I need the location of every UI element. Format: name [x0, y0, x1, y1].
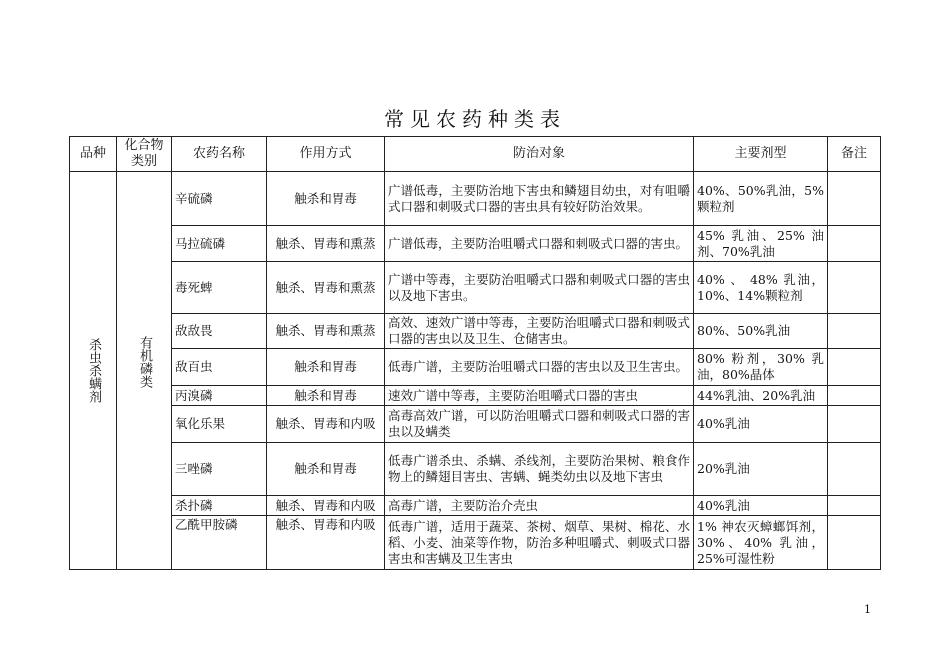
action-mode: 触杀、胃毒和内吸 — [267, 516, 385, 570]
pesticide-name: 氧化乐果 — [172, 406, 267, 443]
subcategory-cell — [117, 172, 172, 570]
page-title: 常见农药种类表 — [384, 107, 566, 131]
table-row — [70, 262, 881, 314]
pesticide-name: 毒死蜱 — [172, 262, 267, 314]
formulation: 1% 神农灭蟑螂饵剂，30%、40% 乳油，25%可湿性粉 — [694, 516, 828, 570]
formulation: 80% 粉剂，30% 乳油，80%晶体 — [694, 349, 828, 386]
table-row — [70, 406, 881, 443]
subcategory-label: 有机磷类 — [137, 335, 152, 388]
note — [828, 386, 881, 406]
header-cell: 化合物类别 — [117, 137, 172, 172]
control-target: 低毒广谱杀虫、杀螨、杀线剂，主要防治果树、粮食作物上的鳞翅目害虫、害螨、蝇类幼虫以及地下害虫 — [385, 443, 694, 496]
action-mode: 触杀、胃毒和内吸 — [267, 406, 385, 443]
control-target: 高效、速效广谱中等毒，主要防治咀嚼式口器和刺吸式口器的害虫以及卫生、仓储害虫。 — [385, 314, 694, 349]
table-row — [70, 226, 881, 262]
action-mode: 触杀、胃毒和内吸 — [267, 496, 385, 516]
formulation: 44%乳油、20%乳油 — [694, 386, 828, 406]
table-row — [70, 314, 881, 349]
note — [828, 443, 881, 496]
table-row — [70, 349, 881, 386]
note — [828, 349, 881, 386]
pesticide-name: 辛硫磷 — [172, 172, 267, 226]
pesticide-name: 敌敌畏 — [172, 314, 267, 349]
table-row — [70, 516, 881, 570]
control-target: 广谱中等毒，主要防治咀嚼式口器和刺吸式口器的害虫以及地下害虫。 — [385, 262, 694, 314]
note — [828, 406, 881, 443]
header-row — [70, 137, 881, 172]
pesticide-name: 乙酰甲胺磷 — [172, 516, 267, 570]
header-cell: 品种 — [70, 137, 117, 172]
header-cell: 防治对象 — [385, 137, 694, 172]
action-mode: 触杀和胃毒 — [267, 172, 385, 226]
control-target: 速效广谱中等毒，主要防治咀嚼式口器的害虫 — [385, 386, 694, 406]
pesticide-name: 丙溴磷 — [172, 386, 267, 406]
action-mode: 触杀、胃毒和熏蒸 — [267, 314, 385, 349]
control-target: 广谱低毒，主要防治地下害虫和鳞翅目幼虫，对有咀嚼式口器和刺吸式口器的害虫具有较好防治效果。 — [385, 172, 694, 226]
control-target: 高毒高效广谱，可以防治咀嚼式口器和刺吸式口器的害虫以及螨类 — [385, 406, 694, 443]
category-cell — [70, 172, 117, 570]
pesticide-name: 杀扑磷 — [172, 496, 267, 516]
formulation: 40%乳油 — [694, 406, 828, 443]
note — [828, 314, 881, 349]
page-number: 1 — [864, 603, 871, 616]
header-cell: 农药名称 — [172, 137, 267, 172]
note — [828, 516, 881, 570]
formulation: 40% 、 48% 乳油，10%、14%颗粒剂 — [694, 262, 828, 314]
action-mode: 触杀和胃毒 — [267, 443, 385, 496]
control-target: 低毒广谱，主要防治咀嚼式口器的害虫以及卫生害虫。 — [385, 349, 694, 386]
pesticide-name: 三唑磷 — [172, 443, 267, 496]
note — [828, 262, 881, 314]
action-mode: 触杀和胃毒 — [267, 349, 385, 386]
formulation: 40%乳油 — [694, 496, 828, 516]
table-row — [70, 172, 881, 226]
formulation: 40%、50%乳油，5%颗粒剂 — [694, 172, 828, 226]
action-mode: 触杀和胃毒 — [267, 386, 385, 406]
table-row — [70, 386, 881, 406]
formulation: 80%、50%乳油 — [694, 314, 828, 349]
control-target: 低毒广谱，适用于蔬菜、茶树、烟草、果树、棉花、水稻、小麦、油菜等作物，防治多种咀嚼式、刺吸式口器害虫和害螨及卫生害虫 — [385, 516, 694, 570]
note — [828, 226, 881, 262]
note — [828, 496, 881, 516]
control-target: 高毒广谱，主要防治介壳虫 — [385, 496, 694, 516]
table-row — [70, 496, 881, 516]
note — [828, 172, 881, 226]
table-row — [70, 443, 881, 496]
header-cell: 作用方式 — [267, 137, 385, 172]
category-label: 杀虫杀螨剂 — [86, 338, 101, 403]
action-mode: 触杀、胃毒和熏蒸 — [267, 262, 385, 314]
formulation: 20%乳油 — [694, 443, 828, 496]
pesticide-name: 敌百虫 — [172, 349, 267, 386]
header-cell: 主要剂型 — [694, 137, 828, 172]
control-target: 广谱低毒，主要防治咀嚼式口器和刺吸式口器的害虫。 — [385, 226, 694, 262]
pesticide-name: 马拉硫磷 — [172, 226, 267, 262]
header-cell: 备注 — [828, 137, 881, 172]
action-mode: 触杀、胃毒和熏蒸 — [267, 226, 385, 262]
formulation: 45% 乳油、25% 油剂、70%乳油 — [694, 226, 828, 262]
pesticide-table — [69, 136, 881, 570]
